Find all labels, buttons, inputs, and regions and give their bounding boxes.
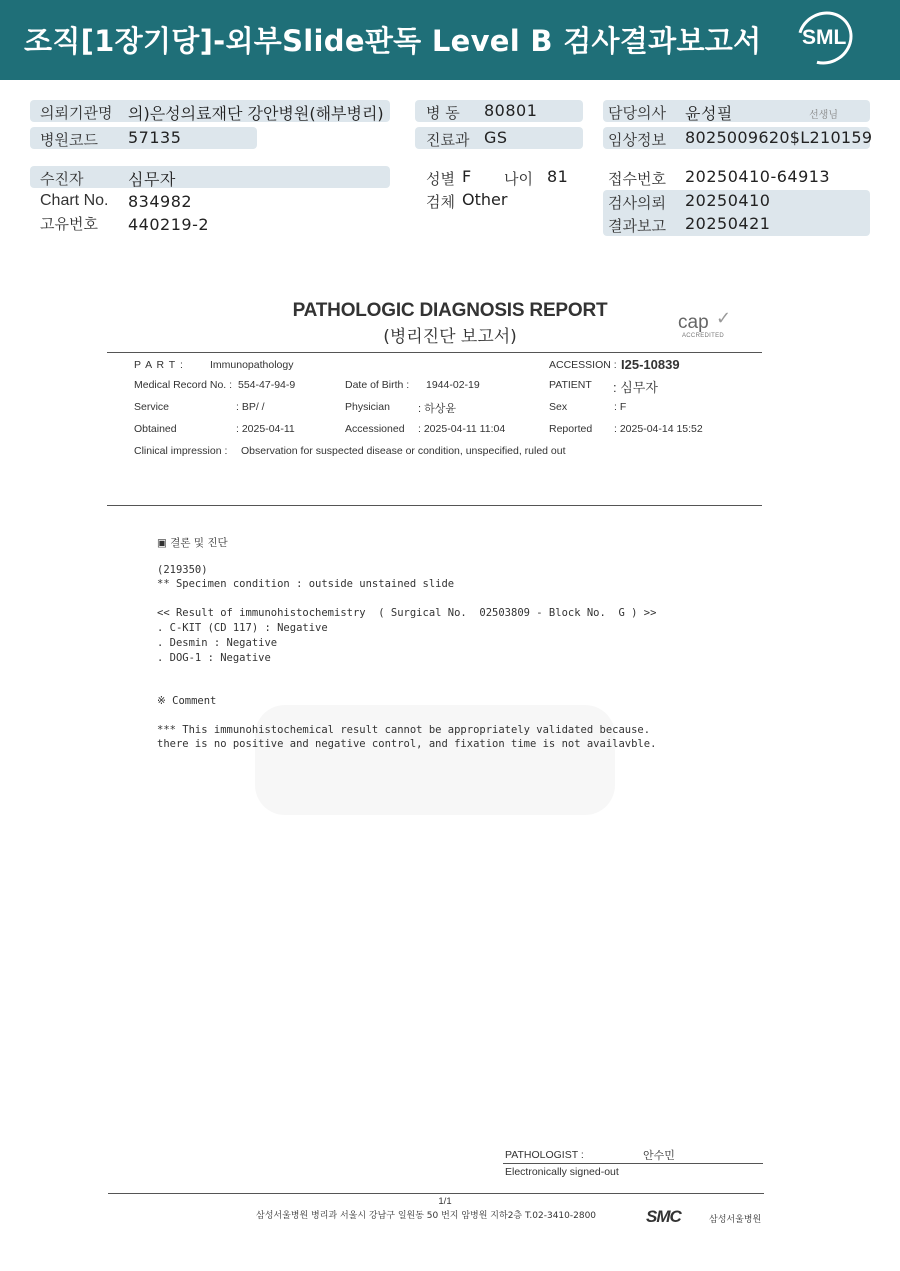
pathologist-label: PATHOLOGIST :: [505, 1149, 584, 1161]
cap-check-icon: ✓: [716, 308, 732, 329]
age-value: 81: [547, 167, 569, 186]
patient-value: 심무자: [128, 170, 176, 189]
conclusion-heading: ▣ 결론 및 진단: [157, 537, 228, 549]
footer-rule: [108, 1193, 764, 1194]
specimen-label: 검체: [426, 193, 455, 211]
report-body-rule: [107, 505, 762, 506]
institution-value: 의)은성의료재단 강안병원(해부병리): [128, 104, 384, 123]
reported-label: Reported: [549, 423, 593, 435]
doctor-value: 윤성필: [685, 104, 733, 123]
doctor-suffix: 선생님: [809, 110, 838, 121]
hospital-code-value: 57135: [128, 128, 182, 147]
sml-logo: [797, 12, 855, 66]
physician-value: : 하상윤: [418, 403, 456, 415]
institution-label: 의뢰기관명: [40, 104, 113, 122]
patient-header-label: PATIENT: [549, 379, 592, 391]
report-subtitle: (병리진단 보고서): [383, 327, 517, 347]
age-label: 나이: [504, 170, 533, 188]
dob-value: 1944-02-19: [426, 379, 480, 391]
ihc-result-desmin: . Desmin : Negative: [157, 637, 278, 649]
physician-label: Physician: [345, 401, 390, 413]
accession-value: I25-10839: [621, 357, 680, 372]
impression-value: Observation for suspected disease or condition, unspecified, ruled out: [241, 445, 566, 457]
sex-label: 성별: [426, 170, 455, 188]
uid-value: 440219-2: [128, 215, 210, 234]
patient-header-value: : 심무자: [613, 380, 658, 395]
clinical-label: 임상정보: [608, 131, 666, 149]
chart-label: Chart No.: [40, 192, 109, 209]
watermark-logo: [255, 705, 615, 815]
report-header-rule: [107, 352, 762, 353]
comment-line-2: there is no positive and negative control, and fixation time is not availavble.: [157, 738, 657, 750]
cap-logo: [676, 308, 746, 342]
ihc-header: << Result of immunohistochemistry ( Surgical No. 02503809 - Block No. G ) >>: [157, 607, 657, 619]
sex-header-label: Sex: [549, 401, 568, 413]
cap-logo-text: cap: [678, 312, 709, 333]
part-label: P A R T :: [134, 359, 184, 371]
signature-rule: [503, 1163, 763, 1164]
uid-label: 고유번호: [40, 215, 98, 233]
chart-value: 834982: [128, 192, 193, 211]
header-bar: [0, 0, 900, 80]
obtained-value: : 2025-04-11: [236, 423, 295, 435]
receipt-label: 접수번호: [608, 170, 666, 188]
mrn-value: 554-47-94-9: [238, 379, 296, 391]
reported-value: : 2025-04-14 15:52: [614, 423, 703, 435]
request-label: 검사의뢰: [608, 194, 666, 212]
hospital-name: 삼성서울병원: [709, 1215, 762, 1225]
signed-out-text: Electronically signed-out: [505, 1166, 619, 1178]
page-title: 조직[1장기당]-외부Slide판독 Level B 검사결과보고서: [24, 24, 762, 58]
report-date-value: 20250421: [685, 214, 771, 233]
mrn-label: Medical Record No. :: [134, 379, 233, 391]
dept-label: 진료과: [426, 131, 470, 149]
ward-label: 병 동: [426, 104, 460, 122]
comment-heading: ※ Comment: [157, 695, 217, 707]
part-value: Immunopathology: [210, 359, 294, 371]
service-value: : BP/ /: [236, 401, 265, 413]
accession-label: ACCESSION :: [549, 359, 617, 371]
doctor-label: 담당의사: [608, 104, 666, 122]
report-title: PATHOLOGIC DIAGNOSIS REPORT: [292, 300, 608, 321]
hospital-code-label: 병원코드: [40, 131, 98, 149]
clinical-value: 8025009620$L210159: [685, 128, 873, 147]
ihc-result-dog1: . DOG-1 : Negative: [157, 652, 271, 664]
dob-label: Date of Birth :: [345, 379, 410, 391]
patient-label: 수진자: [40, 170, 84, 188]
pathologist-value: 안수민: [643, 1149, 675, 1162]
page-number: 1/1: [438, 1196, 452, 1207]
comment-line-1: *** This immunohistochemical result cannot be appropriately validated because.: [157, 724, 651, 736]
request-value: 20250410: [685, 191, 771, 210]
accessioned-value: : 2025-04-11 11:04: [418, 423, 506, 435]
smc-logo: SMC: [646, 1207, 681, 1226]
cap-accredited-text: ACCREDITED: [682, 333, 725, 339]
patient-row-bg: [30, 166, 390, 188]
logo-text: SML: [802, 26, 847, 49]
diagnosis-code: (219350): [157, 564, 208, 576]
ward-value: 80801: [484, 101, 538, 120]
report-date-label: 결과보고: [608, 217, 666, 235]
service-label: Service: [134, 401, 170, 413]
footer-address: 삼성서울병원 병리과 서울시 강남구 일원동 50 번지 암병원 지하2층 T.02-3410-2800: [256, 1211, 597, 1221]
specimen-value: Other: [462, 190, 508, 209]
dept-value: GS: [484, 128, 508, 147]
sex-header-value: : F: [614, 401, 627, 413]
accessioned-label: Accessioned: [345, 423, 405, 435]
specimen-condition: ** Specimen condition : outside unstained slide: [157, 578, 455, 590]
impression-label: Clinical impression :: [134, 445, 228, 457]
sex-value: F: [462, 167, 472, 186]
ihc-result-ckit: . C-KIT (CD 117) : Negative: [157, 622, 328, 634]
obtained-label: Obtained: [134, 423, 177, 435]
receipt-value: 20250410-64913: [685, 167, 831, 186]
